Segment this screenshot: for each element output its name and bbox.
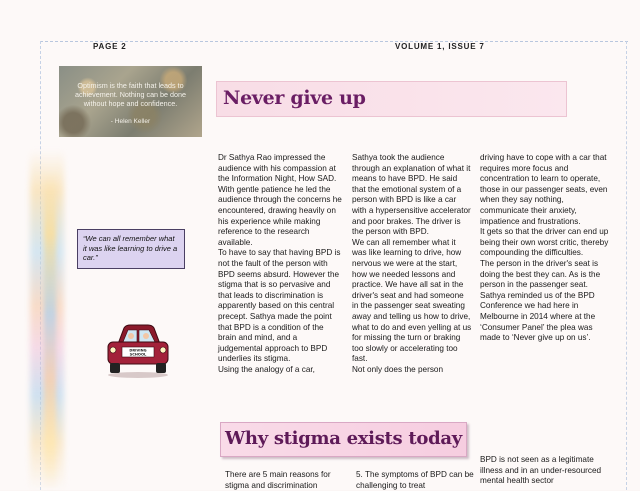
article-title-box[interactable] bbox=[216, 81, 567, 117]
issue-label: VOLUME 1, ISSUE 7 bbox=[395, 42, 485, 51]
page-number: PAGE 2 bbox=[93, 42, 127, 51]
article-title-box[interactable] bbox=[220, 422, 467, 457]
article-title: Never give up bbox=[223, 87, 366, 109]
paragraph: With gentle patience he led the audience through the concerns he encountered, drawing heavily on his experience while making reference to the research available. bbox=[218, 184, 342, 247]
article-column-3[interactable] bbox=[480, 153, 610, 344]
svg-text:SCHOOL: SCHOOL bbox=[129, 352, 147, 357]
photo-quote-author: - Helen Keller bbox=[110, 118, 151, 125]
decorative-gradient-highlight bbox=[44, 170, 56, 490]
article-column-2[interactable] bbox=[352, 153, 472, 375]
paragraph: It gets so that the driver can end up being their own worst critic, thereby compounding the difficulties. bbox=[480, 227, 609, 258]
driving-school-car-icon[interactable] bbox=[104, 320, 172, 380]
paragraph: Using the analogy of a car, bbox=[218, 364, 315, 374]
paragraph: Dr Sathya Rao impressed the audience with his compassion at the Information Night, How SAD. bbox=[218, 153, 337, 184]
paragraph: Sathya reminded us of the BPD Conference we had here in Melbourne in 2014 where at the ‘Consumer Panel’ the plea was made to ‘Never give up on us’. bbox=[480, 290, 596, 343]
paragraph: To have to say that having BPD is not the fault of the person with BPD seems absurd. However the stigma that is so pervasive and that leads to discrimination is apparently based on this central precept. Sathya made the point that BPD is a condition of the brain and mind, and a judgemental approach to BPD underlies its stigma. bbox=[218, 248, 341, 364]
article2-column-3[interactable]: BPD is not seen as a legitimate illness and in an under-resourced mental health sector bbox=[480, 455, 602, 486]
article2-column-1[interactable]: There are 5 main reasons for stigma and discrimination bbox=[225, 470, 331, 490]
photo-quote-image[interactable] bbox=[59, 66, 202, 137]
paragraph: Not only does the person bbox=[352, 364, 444, 374]
margin-guide-top bbox=[40, 41, 628, 42]
pull-quote[interactable]: “We can all remember what it was like learning to drive a car.” bbox=[77, 229, 185, 269]
article2-column-2[interactable]: 5. The symptoms of BPD can be challenging to treat bbox=[356, 470, 474, 490]
paragraph: Sathya took the audience through an explanation of what it means to have BPD. He said that the emotional system of a person with BPD is like a car with a hypersensitive accelerator and poor brakes. The driver is the person with BPD. bbox=[352, 153, 471, 237]
photo-quote-text: Optimism is the faith that leads to achievement. Nothing can be done without hope and confidence. bbox=[74, 81, 187, 108]
paragraph: The person in the driver's seat is doing the best they can. As is the person in the passenger seat. bbox=[480, 258, 601, 290]
paragraph: We can all remember what it was like learning to drive, how nervous we were at the start, how we needed lessons and practice. We have all sat in the driver's seat and had someone in the passenger seat sweating away and telling us how to drive, what to do and even yelling at us for missing the turn or braking too slowly or accelerating too fast. bbox=[352, 237, 472, 364]
svg-text:DRIVING: DRIVING bbox=[129, 348, 147, 353]
margin-guide-right bbox=[626, 41, 627, 490]
article-column-1[interactable] bbox=[218, 153, 343, 375]
paragraph: driving have to cope with a car that requires more focus and concentration to learn to operate, those in our passenger seats, even when they say nothing, communicate their anxiety, impatience and frustrations. bbox=[480, 153, 608, 226]
article-title: Why stigma exists today bbox=[225, 428, 462, 449]
